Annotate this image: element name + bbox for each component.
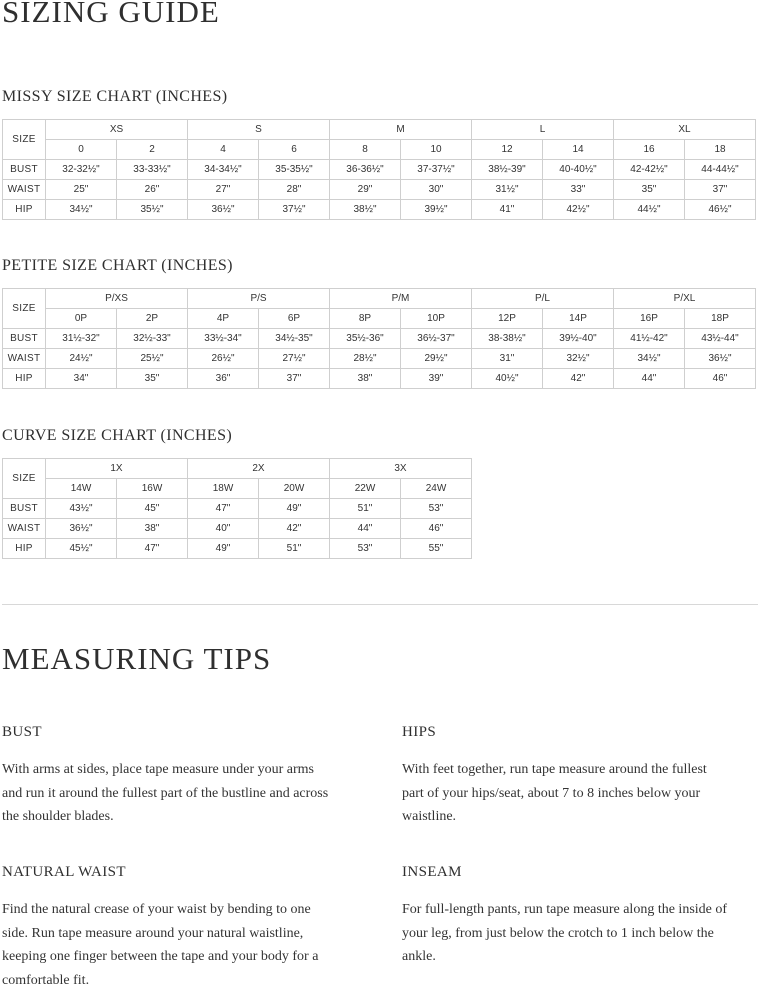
row-label: WAIST [3, 180, 46, 200]
size-cell: 8 [330, 140, 401, 160]
measurement-cell: 53" [401, 499, 472, 519]
size-group-header: P/S [188, 289, 330, 309]
size-cell: 18 [685, 140, 756, 160]
measurement-cell: 45" [117, 499, 188, 519]
measurement-cell: 40-40½" [543, 160, 614, 180]
sizes-row [3, 479, 472, 499]
measurement-cell: 55" [401, 539, 472, 559]
size-group-header: P/M [330, 289, 472, 309]
row-label: WAIST [3, 349, 46, 369]
size-cell: 8P [330, 309, 401, 329]
size-cell: 4 [188, 140, 259, 160]
measurement-cell: 44" [614, 369, 685, 389]
measurement-cell: 49" [188, 539, 259, 559]
size-header: SIZE [3, 289, 46, 329]
tip-inseam [402, 864, 732, 969]
measurement-cell: 25" [46, 180, 117, 200]
size-group-header: 1X [46, 459, 188, 479]
size-cell: 18W [188, 479, 259, 499]
tip-body: With feet together, run tape measure around the fullest part of your hips/seat, about 7 to 8 inches below your waistline. [402, 762, 707, 824]
size-cell: 22W [330, 479, 401, 499]
measurement-cell: 34½" [614, 349, 685, 369]
measurement-cell: 32½" [543, 349, 614, 369]
measurement-cell: 35" [614, 180, 685, 200]
petite-size-table [2, 288, 756, 389]
measurement-cell: 37-37½" [401, 160, 472, 180]
measurement-cell: 51" [259, 539, 330, 559]
size-cell: 14W [46, 479, 117, 499]
hip-row [3, 200, 756, 220]
sizes-row [3, 309, 756, 329]
measurement-cell: 35-35½" [259, 160, 330, 180]
measurement-cell: 37" [259, 369, 330, 389]
measurement-cell: 42½" [543, 200, 614, 220]
measurement-cell: 29½" [401, 349, 472, 369]
row-label: BUST [3, 329, 46, 349]
measurement-cell: 33-33½" [117, 160, 188, 180]
size-cell: 4P [188, 309, 259, 329]
size-cell: 0 [46, 140, 117, 160]
measurement-cell: 33½-34" [188, 329, 259, 349]
hip-row [3, 539, 472, 559]
tip-body: Find the natural crease of your waist by bending to one side. Run tape measure around your natural waistline, keeping one finger between the tape and your body for a comfortable fit. [2, 902, 319, 988]
missy-chart-title: MISSY SIZE CHART (INCHES) [2, 88, 228, 105]
measurement-cell: 43½" [46, 499, 117, 519]
measurement-cell: 24½" [46, 349, 117, 369]
measurement-cell: 25½" [117, 349, 188, 369]
measurement-cell: 42-42½" [614, 160, 685, 180]
size-cell: 6P [259, 309, 330, 329]
size-header: SIZE [3, 120, 46, 160]
size-group-header: P/XS [46, 289, 188, 309]
missy-size-table [2, 119, 756, 220]
measurement-cell: 33" [543, 180, 614, 200]
measurement-cell: 38" [117, 519, 188, 539]
size-group-header: L [472, 120, 614, 140]
measurement-cell: 38-38½" [472, 329, 543, 349]
waist-row [3, 349, 756, 369]
measurement-cell: 44" [330, 519, 401, 539]
measurement-cell: 36½" [685, 349, 756, 369]
size-group-header: 2X [188, 459, 330, 479]
measurement-cell: 41" [472, 200, 543, 220]
row-label: BUST [3, 499, 46, 519]
measurement-cell: 36" [188, 369, 259, 389]
size-cell: 6 [259, 140, 330, 160]
measurement-cell: 34½-35" [259, 329, 330, 349]
measurement-cell: 44-44½" [685, 160, 756, 180]
curve-size-table [2, 458, 472, 559]
measurement-cell: 39½-40" [543, 329, 614, 349]
measurement-cell: 40" [188, 519, 259, 539]
row-label: HIP [3, 369, 46, 389]
size-cell: 2 [117, 140, 188, 160]
measurement-cell: 27" [188, 180, 259, 200]
measurement-cell: 38½-39" [472, 160, 543, 180]
measurement-cell: 31½" [472, 180, 543, 200]
measurement-cell: 37½" [259, 200, 330, 220]
waist-row [3, 180, 756, 200]
measurement-cell: 42" [543, 369, 614, 389]
measurement-cell: 34½" [46, 200, 117, 220]
size-group-header: P/L [472, 289, 614, 309]
size-cell: 14 [543, 140, 614, 160]
size-cell: 24W [401, 479, 472, 499]
tip-title: HIPS [402, 724, 437, 740]
size-group-header: P/XL [614, 289, 756, 309]
tip-body: With arms at sides, place tape measure under your arms and run it around the fullest part of the bustline and across the shoulder blades. [2, 762, 329, 824]
measurement-cell: 38½" [330, 200, 401, 220]
bust-row [3, 160, 756, 180]
tip-title: BUST [2, 724, 42, 740]
size-cell: 18P [685, 309, 756, 329]
measurement-cell: 42" [259, 519, 330, 539]
size-header: SIZE [3, 459, 46, 499]
measuring-tips-title: MEASURING TIPS [2, 641, 272, 676]
tip-bust [2, 724, 332, 829]
measurement-cell: 49" [259, 499, 330, 519]
measurement-cell: 45½" [46, 539, 117, 559]
curve-chart-title: CURVE SIZE CHART (INCHES) [2, 427, 233, 444]
row-label: HIP [3, 539, 46, 559]
row-label: BUST [3, 160, 46, 180]
size-cell: 12P [472, 309, 543, 329]
measurement-cell: 32½-33" [117, 329, 188, 349]
size-cell: 10 [401, 140, 472, 160]
measurement-cell: 34-34½" [188, 160, 259, 180]
measurement-cell: 35" [117, 369, 188, 389]
measurement-cell: 36½" [46, 519, 117, 539]
measurement-cell: 43½-44" [685, 329, 756, 349]
measurement-cell: 35½" [117, 200, 188, 220]
measurement-cell: 27½" [259, 349, 330, 369]
measurement-cell: 28" [259, 180, 330, 200]
measurement-cell: 37" [685, 180, 756, 200]
size-cell: 16W [117, 479, 188, 499]
waist-row [3, 519, 472, 539]
measurement-cell: 35½-36" [330, 329, 401, 349]
size-cell: 0P [46, 309, 117, 329]
measurement-cell: 34" [46, 369, 117, 389]
measurement-cell: 36½" [188, 200, 259, 220]
hip-row [3, 369, 756, 389]
size-cell: 14P [543, 309, 614, 329]
section-divider [2, 604, 758, 605]
measurement-cell: 38" [330, 369, 401, 389]
size-cell: 16P [614, 309, 685, 329]
measurement-cell: 46½" [685, 200, 756, 220]
measurement-cell: 29" [330, 180, 401, 200]
measurement-cell: 30" [401, 180, 472, 200]
row-label: WAIST [3, 519, 46, 539]
measurement-cell: 51" [330, 499, 401, 519]
measurement-cell: 31" [472, 349, 543, 369]
tip-natural-waist [2, 864, 332, 992]
bust-row [3, 329, 756, 349]
measurement-cell: 32-32½" [46, 160, 117, 180]
tip-title: INSEAM [402, 864, 462, 880]
bust-row [3, 499, 472, 519]
measurement-cell: 36-36½" [330, 160, 401, 180]
tip-title: NATURAL WAIST [2, 864, 126, 880]
size-group-header: XL [614, 120, 756, 140]
measurement-cell: 46" [401, 519, 472, 539]
measurement-cell: 53" [330, 539, 401, 559]
measurement-cell: 36½-37" [401, 329, 472, 349]
measurement-cell: 40½" [472, 369, 543, 389]
measurement-cell: 47" [117, 539, 188, 559]
petite-chart-title: PETITE SIZE CHART (INCHES) [2, 257, 233, 274]
measurement-cell: 47" [188, 499, 259, 519]
size-group-header: 3X [330, 459, 472, 479]
measurement-cell: 41½-42" [614, 329, 685, 349]
tip-body: For full-length pants, run tape measure along the inside of your leg, from just below the crotch to 1 inch below the ankle. [402, 902, 728, 964]
sizes-row [3, 140, 756, 160]
measurement-cell: 39½" [401, 200, 472, 220]
size-cell: 20W [259, 479, 330, 499]
measurement-cell: 44½" [614, 200, 685, 220]
size-cell: 10P [401, 309, 472, 329]
size-cell: 2P [117, 309, 188, 329]
page-title: SIZING GUIDE [2, 0, 220, 29]
tip-hips [402, 724, 732, 829]
measurement-cell: 26" [117, 180, 188, 200]
measurement-cell: 28½" [330, 349, 401, 369]
row-label: HIP [3, 200, 46, 220]
measurement-cell: 39" [401, 369, 472, 389]
measurement-cell: 31½-32" [46, 329, 117, 349]
size-cell: 12 [472, 140, 543, 160]
size-cell: 16 [614, 140, 685, 160]
size-group-header: M [330, 120, 472, 140]
size-group-header: XS [46, 120, 188, 140]
size-group-header: S [188, 120, 330, 140]
measurement-cell: 26½" [188, 349, 259, 369]
measurement-cell: 46" [685, 369, 756, 389]
